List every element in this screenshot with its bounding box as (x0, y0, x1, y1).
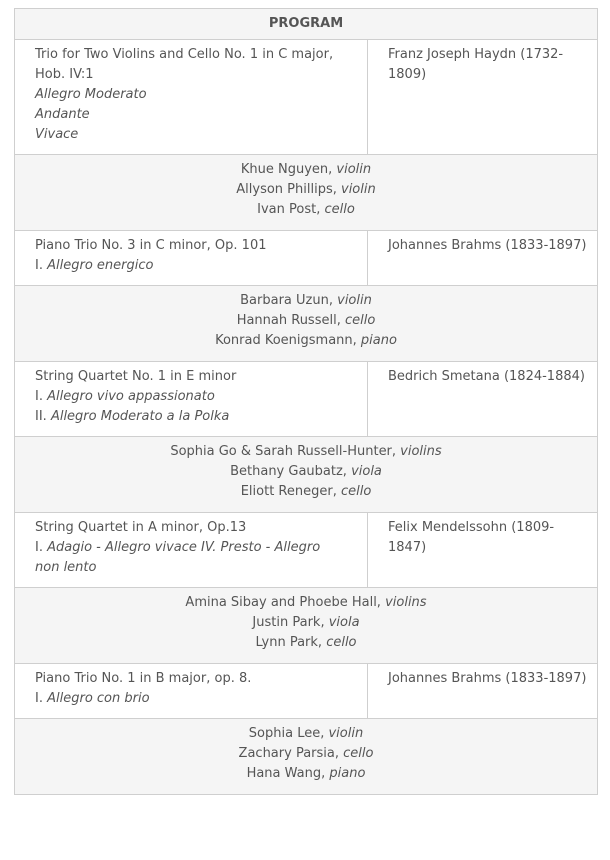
performer-name: Bethany Gaubatz, (230, 464, 352, 479)
movement-number: I. (35, 258, 48, 273)
performers-row (15, 286, 598, 362)
performer-line (15, 633, 597, 653)
performer-line (15, 442, 597, 462)
composer-name: Franz Joseph Haydn (1732-1809) (388, 47, 564, 82)
performers-row (15, 719, 598, 795)
performer-instrument: viola (351, 464, 382, 479)
program-heading: PROGRAM (15, 9, 598, 40)
performer-instrument: viola (328, 615, 360, 630)
movement-number: I. (35, 389, 48, 404)
movement-line (35, 538, 347, 578)
piece-title: Trio for Two Violins and Cello No. 1 in C major, Hob. IV:1 (35, 47, 334, 82)
piece-row (15, 513, 598, 588)
performer-name: Lynn Park, (255, 635, 327, 650)
performer-instrument: violin (336, 162, 372, 177)
performer-line (15, 724, 597, 744)
movement-name: Allegro Moderato a la Polka (50, 409, 230, 424)
performers-cell (15, 588, 598, 664)
movement-name: Allegro energico (47, 258, 154, 273)
performer-instrument: piano (360, 333, 397, 348)
piece-row (15, 664, 598, 719)
performer-instrument: violins (400, 444, 442, 459)
piece-cell (15, 40, 368, 155)
piece-title: String Quartet No. 1 in E minor (35, 369, 237, 384)
composer-name: Johannes Brahms (1833-1897) (388, 671, 587, 686)
performer-name: Khue Nguyen, (240, 162, 337, 177)
performer-line (15, 291, 597, 311)
performer-line (15, 331, 597, 351)
program-table (14, 8, 598, 795)
movement-line (35, 85, 347, 105)
performers-row (15, 588, 598, 664)
movement-name: Andante (35, 107, 90, 122)
piece-title: Piano Trio No. 1 in B major, op. 8. (35, 671, 252, 686)
program-body (15, 40, 598, 795)
performer-line (15, 160, 597, 180)
performer-instrument: piano (329, 766, 366, 781)
movement-number: II. (35, 409, 51, 424)
movement-name: Vivace (35, 127, 79, 142)
performer-line (15, 482, 597, 502)
movement-line (35, 387, 347, 407)
performer-line (15, 744, 597, 764)
composer-name: Felix Mendelssohn (1809-1847) (388, 520, 555, 555)
performer-instrument: violin (328, 726, 364, 741)
movement-number: I. (35, 691, 48, 706)
performer-name: Justin Park, (252, 615, 329, 630)
piece-row (15, 362, 598, 437)
movement-number: I. (35, 540, 48, 555)
composer-cell (368, 40, 598, 155)
performer-line (15, 764, 597, 784)
performers-cell (15, 437, 598, 513)
composer-cell (368, 664, 598, 719)
performer-instrument: violin (341, 182, 376, 197)
performer-line (15, 462, 597, 482)
performer-name: Eliott Reneger, (240, 484, 341, 499)
piece-cell (15, 231, 368, 286)
performer-instrument: violin (337, 293, 372, 308)
performers-cell (15, 719, 598, 795)
performer-name: Sophia Go & Sarah Russell-Hunter, (170, 444, 401, 459)
performer-instrument: cello (340, 484, 372, 499)
piece-row (15, 40, 598, 155)
piece-title: String Quartet in A minor, Op.13 (35, 520, 247, 535)
composer-cell (368, 231, 598, 286)
movement-line (35, 125, 347, 145)
piece-title: Piano Trio No. 3 in C minor, Op. 101 (35, 238, 267, 253)
performers-row (15, 155, 598, 231)
movement-name: Adagio - Allegro vivace IV. Presto - Allegro non lento (35, 540, 321, 575)
composer-name: Johannes Brahms (1833-1897) (388, 238, 587, 253)
movement-name: Allegro con brio (47, 691, 150, 706)
performer-name: Hana Wang, (246, 766, 330, 781)
performer-instrument: cello (343, 746, 374, 761)
composer-name: Bedrich Smetana (1824-1884) (388, 369, 585, 384)
performer-name: Zachary Parsia, (238, 746, 344, 761)
movement-name: Allegro vivo appassionato (47, 389, 215, 404)
performer-line (15, 200, 597, 220)
movement-line (35, 105, 347, 125)
performers-cell (15, 286, 598, 362)
performer-name: Amina Sibay and Phoebe Hall, (185, 595, 386, 610)
performer-name: Allyson Phillips, (236, 182, 341, 197)
performer-name: Hannah Russell, (236, 313, 345, 328)
piece-cell (15, 513, 368, 588)
performer-instrument: cello (344, 313, 376, 328)
program-header-row (15, 9, 598, 40)
performer-line (15, 180, 597, 200)
performer-name: Sophia Lee, (248, 726, 329, 741)
piece-cell (15, 362, 368, 437)
performer-instrument: cello (324, 202, 355, 217)
composer-cell (368, 362, 598, 437)
movement-name: Allegro Moderato (35, 87, 147, 102)
piece-row (15, 231, 598, 286)
performer-name: Barbara Uzun, (240, 293, 338, 308)
performer-line (15, 311, 597, 331)
movement-line (35, 689, 347, 709)
performer-line (15, 613, 597, 633)
performer-line (15, 593, 597, 613)
performers-cell (15, 155, 598, 231)
performers-row (15, 437, 598, 513)
performer-instrument: violins (385, 595, 427, 610)
movement-line (35, 256, 347, 276)
performer-name: Konrad Koenigsmann, (215, 333, 361, 348)
performer-instrument: cello (326, 635, 357, 650)
movement-line (35, 407, 347, 427)
piece-cell (15, 664, 368, 719)
performer-name: Ivan Post, (257, 202, 325, 217)
composer-cell (368, 513, 598, 588)
